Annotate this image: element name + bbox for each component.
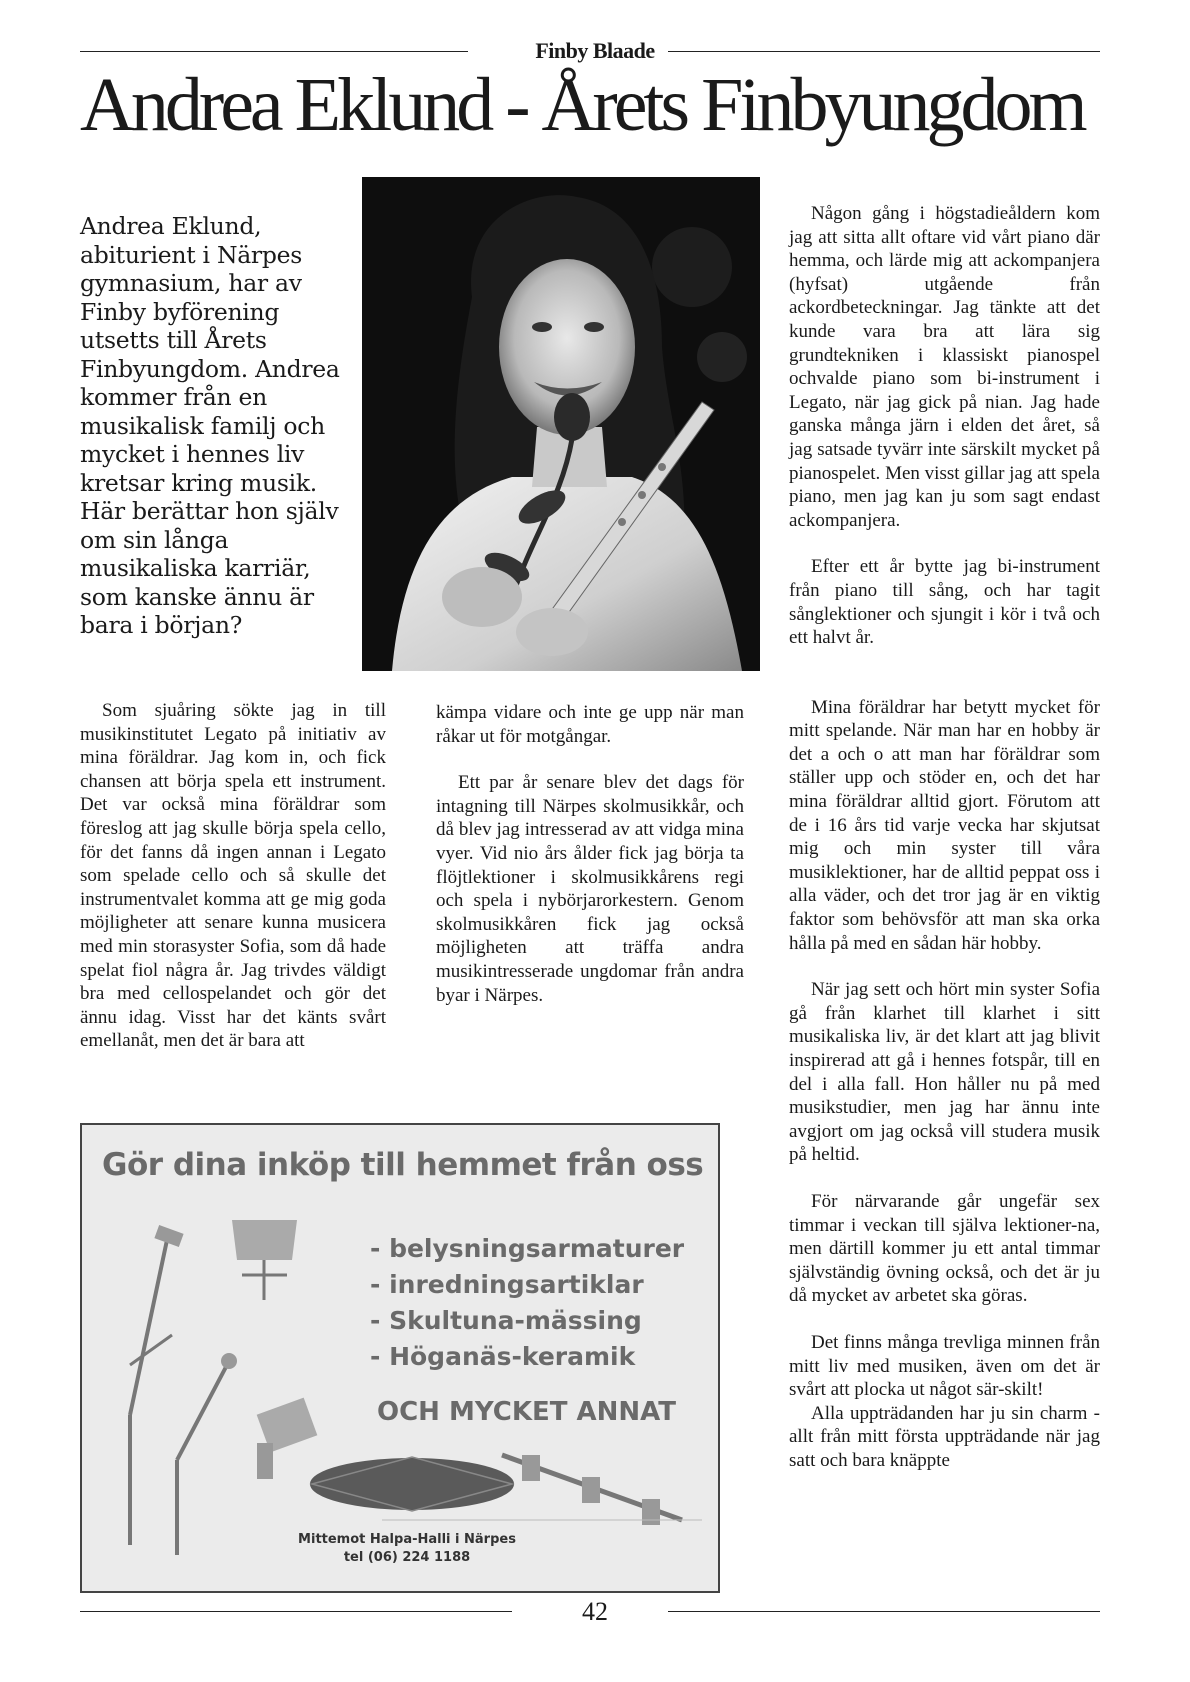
article-column-right: [789, 202, 1100, 1473]
ad-product-item: - Höganäs-keramik: [370, 1342, 636, 1371]
advertisement: [80, 1123, 720, 1593]
paragraph: Det finns många trevliga minnen från mitt liv med musiken, även om det är svårt att plocka ut något sär-skilt!: [789, 1331, 1100, 1401]
paragraph: Mina föräldrar har betytt mycket för mitt spelande. När man har en hobby är det a och o att man har föräldrar som ställer upp och stöder en, och det har mina föräldrar alltid gjort. Förutom att de i 16 års tid varje vecka har skjutsat mig och min syster till våra musiklektioner, har de alltid peppat oss i alla väder, och det tror jag är en viktig faktor som behövsför att man ska orka hålla på med en sådan här hobby.: [789, 696, 1100, 954]
ad-product-item: - inredningsartiklar: [370, 1270, 644, 1299]
ad-headline: Gör dina inköp till hemmet från oss: [102, 1147, 704, 1183]
ad-product-list: [370, 1231, 684, 1375]
paragraph: Alla uppträdanden har ju sin charm - allt från mitt första uppträdande när jag satt och bara knäppte: [789, 1402, 1100, 1471]
paragraph: Som sjuåring sökte jag in till musikinstitutet Legato på initiativ av mina föräldrar. Jag kom in, och fick chansen att börja spela ett instrument. Det var också mina föräldrar som föreslog att jag skulle börja spela cello, för det fanns då ingen annan i Legato som spelade cello och så skulle det instrumentvalet komma att ge mig goda möjligheter att senare kunna musicera med min storasyster Sofia, som då hade spelat fiol några år. Jag trivdes väldigt bra med cellospelandet och gör det ännu idag. Visst har det känts svårt emellanåt, men det är bara att: [80, 700, 386, 1052]
header-rule-left: [80, 51, 468, 52]
ad-tagline: OCH MYCKET ANNAT: [377, 1397, 677, 1427]
ad-product-item: - belysningsarmaturer: [370, 1234, 685, 1263]
paragraph: När jag sett och hört min syster Sofia gå från klarhet till klarhet i sitt musikaliska liv, är det klart att jag blivit inspirerad att gå i hennes fotspår, till en del i alla fall. Hon håller nu på med musikstudier, men jag har ännu inte avgjort om jag också vill studera musik på heltid.: [789, 979, 1100, 1166]
ad-product-item: - Skultuna-mässing: [370, 1306, 642, 1335]
header-rule-right: [668, 51, 1100, 52]
paragraph: Någon gång i högstadieåldern kom jag att sitta allt oftare vid vårt piano där hemma, och lärde mig att ackompanjera (hyfsat) utgående från ackordbeteckningar. Jag tänkte att det kunde vara bra att lära sig grundtekniken i klassiskt pianospel ochvalde piano som bi-instrument i Legato, när jag gick på nian. Jag hade ganska många järn i elden det året, så jag satsade tyvärr inte särskilt mycket på pianospelet. Men visst gillar jag att spela piano, men jag kan ju som sagt endast ackompanjera.: [789, 203, 1100, 531]
paragraph: För närvarande går ungefär sex timmar i veckan till själva lektioner-na, men därtill kommer ju ett antal timmar självständig övning också, och det är ju då mycket av arbetet ska göras.: [789, 1190, 1100, 1307]
footer-rule-left: [80, 1611, 512, 1612]
intro-text: Andrea Eklund, abiturient i Närpes gymnasium, har av Finby byförening utsetts till Årets Finbyungdom. Andrea kommer från en musikalisk familj och mycket i hennes liv kretsar kring musik. Här berättar hon själv om sin långa musikaliska karriär, som kanske ännu är bara i början?: [80, 212, 340, 639]
footer-rule-right: [668, 1611, 1100, 1612]
headline: Andrea Eklund - Årets Finbyungdom: [80, 63, 1084, 147]
paragraph: Ett par år senare blev det dags för intagning till Närpes skolmusikkår, och då blev jag intresserad av att vidga mina vyer. Vid nio års ålder fick jag börja ta flöjtlektioner i skolmusikkårens regi och spela i nybörjarorkestern. Genom skolmusikkåren fick jag också möjligheten att träffa andra musikintresserade ungdomar från andra byar i Närpes.: [436, 772, 744, 1006]
paragraph: Efter ett år bytte jag bi-instrument från piano till sång, och har tagit sånglektioner och sjungit i kör i två och ett halvt år.: [789, 556, 1100, 649]
article-column-middle: [436, 701, 744, 1007]
portrait-photo: [362, 177, 760, 671]
paragraph: kämpa vidare och inte ge upp när man råkar ut för motgångar.: [436, 702, 744, 747]
page-number: 42: [582, 1597, 608, 1626]
ad-address: Mittemot Halpa-Halli i Närpes: [298, 1532, 516, 1547]
illuminare-logo: [307, 1455, 517, 1513]
article-column-left: [80, 699, 386, 1053]
masthead: Finby Blaade: [535, 38, 655, 63]
ad-phone: tel (06) 224 1188: [343, 1550, 471, 1565]
